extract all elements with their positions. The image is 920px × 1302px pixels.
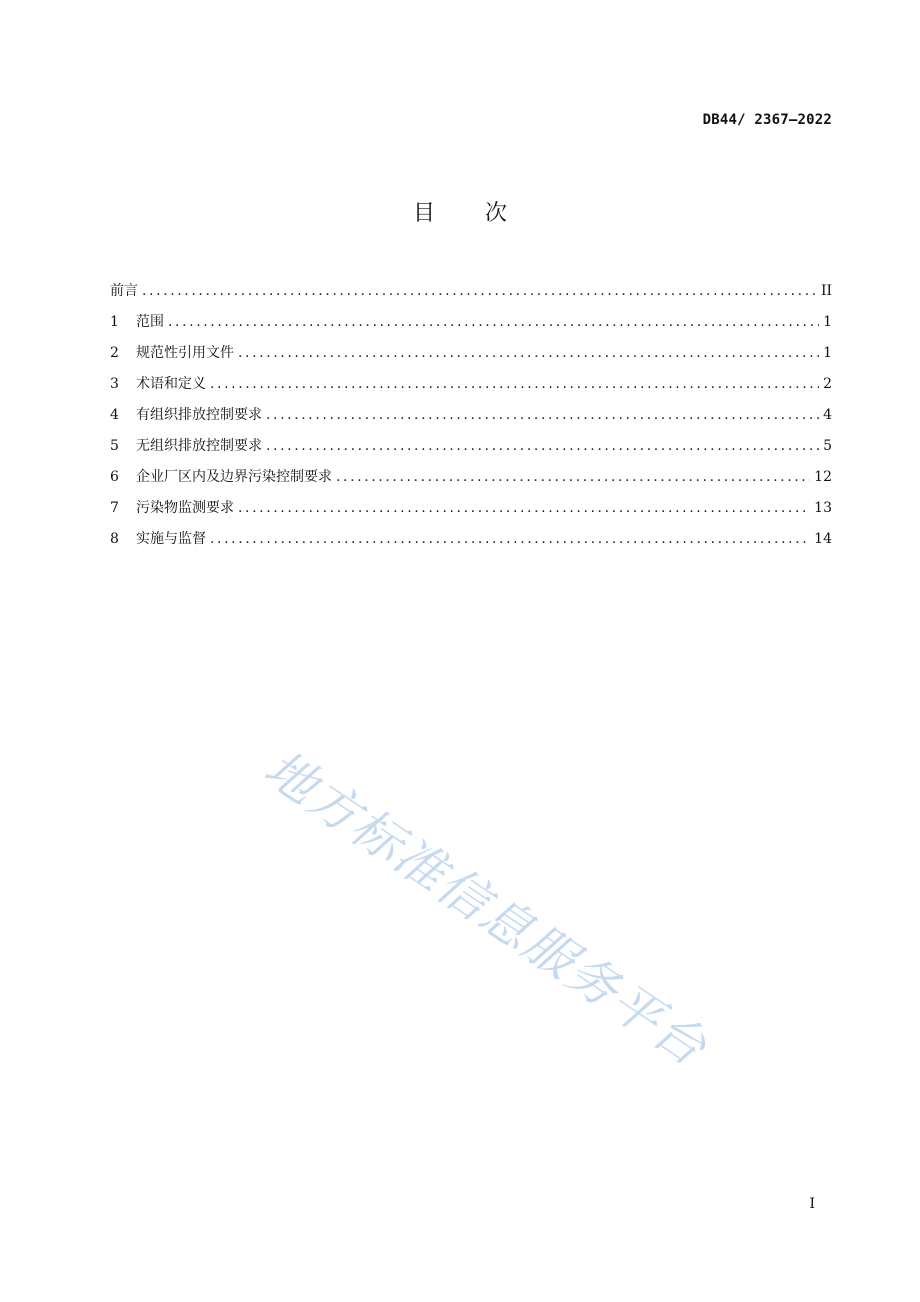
toc-item-page: 1 [823,314,832,330]
toc-item-label: 污染物监测要求 [136,500,234,516]
toc-item-page: II [820,283,832,299]
toc-item-label: 实施与监督 [136,531,206,547]
page-number: I [809,1196,815,1212]
toc-item-7[interactable] [110,497,832,528]
toc-leader-dots [266,438,819,454]
toc-item-number: 6 [110,469,119,485]
toc-item-1[interactable] [110,311,832,342]
toc-item-label: 前言 [110,283,138,299]
toc-item-page: 12 [814,469,832,485]
toc-item-number: 5 [110,438,119,454]
toc-item-8[interactable] [110,528,832,559]
toc-item-label: 企业厂区内及边界污染控制要求 [136,469,332,485]
toc-leader-dots [238,345,819,361]
toc-item-label: 范围 [136,314,164,330]
toc-item-page: 4 [823,407,832,423]
toc-item-number: 7 [110,500,119,516]
toc-leader-dots [210,531,810,547]
toc-item-page: 13 [814,500,832,516]
standard-code: DB44/ 2367—2022 [702,112,832,128]
toc-item-number: 2 [110,345,119,361]
toc-item-2[interactable] [110,342,832,373]
toc-item-page: 1 [823,345,832,361]
title-char-2: 次 [485,201,508,226]
toc-leader-dots [210,376,819,392]
title-char-1: 目 [412,201,435,226]
toc-item-number: 1 [110,314,119,330]
toc-item-5[interactable] [110,435,832,466]
toc-item-foreword[interactable] [110,280,832,311]
toc-item-label: 有组织排放控制要求 [136,407,262,423]
watermark: 地方标准信息服务平台 [253,738,718,1078]
toc-item-4[interactable] [110,404,832,435]
table-of-contents [110,280,832,559]
toc-leader-dots [142,283,817,299]
toc-item-label: 规范性引用文件 [136,345,234,361]
page-title [0,196,920,227]
toc-item-6[interactable] [110,466,832,497]
toc-leader-dots [238,500,810,516]
toc-item-label: 无组织排放控制要求 [136,438,262,454]
toc-item-3[interactable] [110,373,832,404]
toc-leader-dots [336,469,810,485]
toc-item-number: 4 [110,407,119,423]
toc-leader-dots [266,407,819,423]
toc-item-number: 8 [110,531,119,547]
toc-item-label: 术语和定义 [136,376,206,392]
toc-item-page: 14 [814,531,832,547]
toc-item-page: 5 [823,438,832,454]
toc-item-number: 3 [110,376,119,392]
toc-leader-dots [168,314,819,330]
toc-item-page: 2 [823,376,832,392]
